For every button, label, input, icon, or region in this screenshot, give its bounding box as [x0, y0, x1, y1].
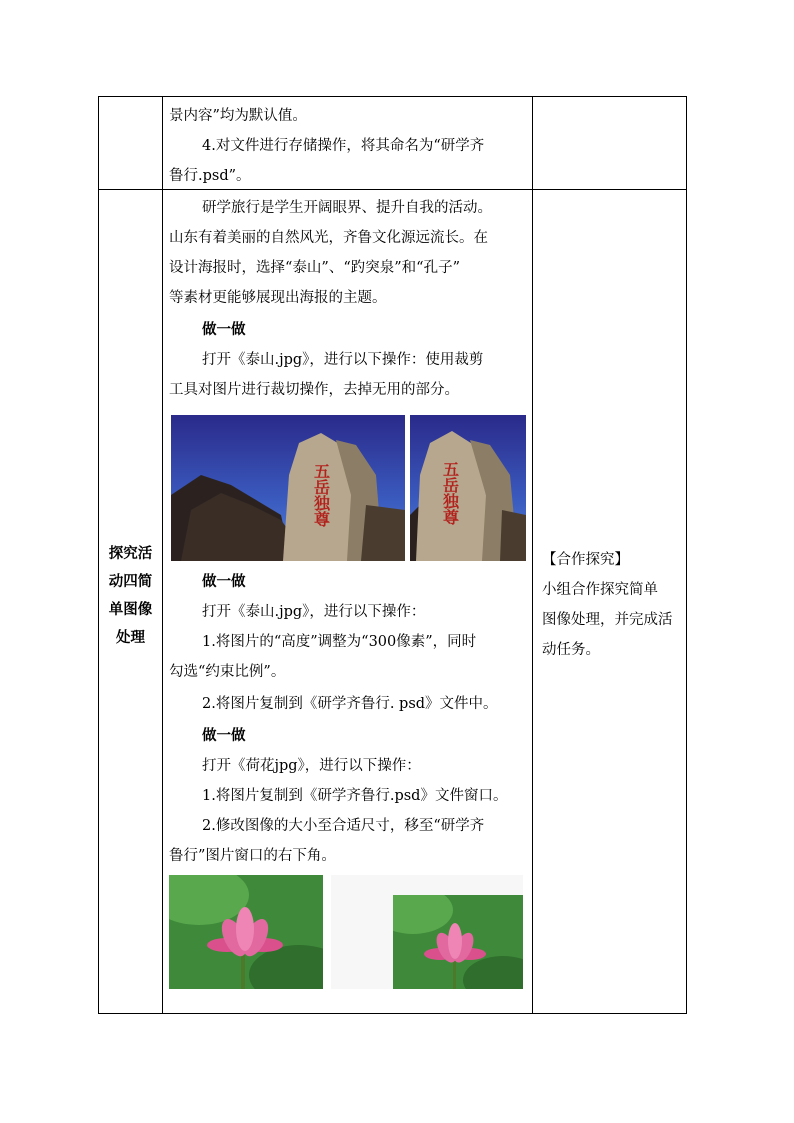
task3-line-2: 1.将图片复制到《研学齐鲁行.psd》文件窗口。	[202, 788, 508, 804]
task3-heading: 做一做	[202, 727, 246, 744]
taishan-cropped-photo	[410, 415, 526, 561]
activity-label-3: 单图像	[108, 601, 153, 618]
lotus-original-photo	[169, 875, 323, 989]
task1-heading: 做一做	[202, 321, 246, 338]
activity-label-1: 探究活	[108, 545, 153, 562]
lotus-resized-photo	[393, 895, 523, 989]
task2-line-4: 2.将图片复制到《研学齐鲁行. psd》文件中。	[202, 696, 498, 712]
task2-line-3: 勾选“约束比例”。	[169, 664, 286, 680]
intro-line-1: 研学旅行是学生开阔眼界、提升自我的活动。	[202, 200, 492, 216]
activity-label-2: 动四简	[108, 573, 153, 590]
lesson-table	[98, 96, 687, 1014]
cooperation-line-1: 小组合作探究简单	[542, 582, 658, 598]
cooperation-heading: 【合作探究】	[542, 552, 629, 568]
task3-line-4: 鲁行”图片窗口的右下角。	[169, 848, 336, 864]
lotus-result-window	[331, 875, 523, 989]
row1-line-1: 景内容”均为默认值。	[169, 108, 307, 124]
col-divider-left	[162, 97, 163, 1013]
rock-inscription-text-cropped: 五岳独尊	[440, 461, 460, 525]
row1-line-2: 4.对文件进行存储操作，将其命名为“研学齐	[202, 138, 485, 154]
task3-line-1: 打开《荷花jpg》，进行以下操作：	[202, 758, 421, 774]
row1-line-3: 鲁行.psd”。	[169, 168, 251, 184]
task1-line-2: 工具对图片进行裁切操作，去掉无用的部分。	[169, 382, 459, 398]
intro-line-4: 等素材更能够展现出海报的主题。	[169, 290, 387, 306]
taishan-original-photo	[171, 415, 405, 561]
task1-line-1: 打开《泰山.jpg》，进行以下操作：使用裁剪	[202, 352, 484, 368]
activity-label-4: 处理	[116, 629, 145, 646]
task2-line-1: 打开《泰山.jpg》，进行以下操作：	[202, 604, 426, 620]
intro-line-2: 山东有着美丽的自然风光，齐鲁文化源远流长。在	[169, 230, 488, 246]
cooperation-line-3: 动任务。	[542, 642, 600, 658]
task2-line-2: 1.将图片的“高度”调整为“300像素”，同时	[202, 634, 477, 650]
intro-line-3: 设计海报时，选择“泰山”、“趵突泉”和“孔子”	[169, 260, 460, 276]
rock-inscription-text: 五岳独尊	[311, 463, 331, 527]
col-divider-right	[532, 97, 533, 1013]
task3-line-3: 2.修改图像的大小至合适尺寸，移至“研学齐	[202, 818, 485, 834]
cooperation-line-2: 图像处理，并完成活	[542, 612, 673, 628]
task2-heading: 做一做	[202, 573, 246, 590]
